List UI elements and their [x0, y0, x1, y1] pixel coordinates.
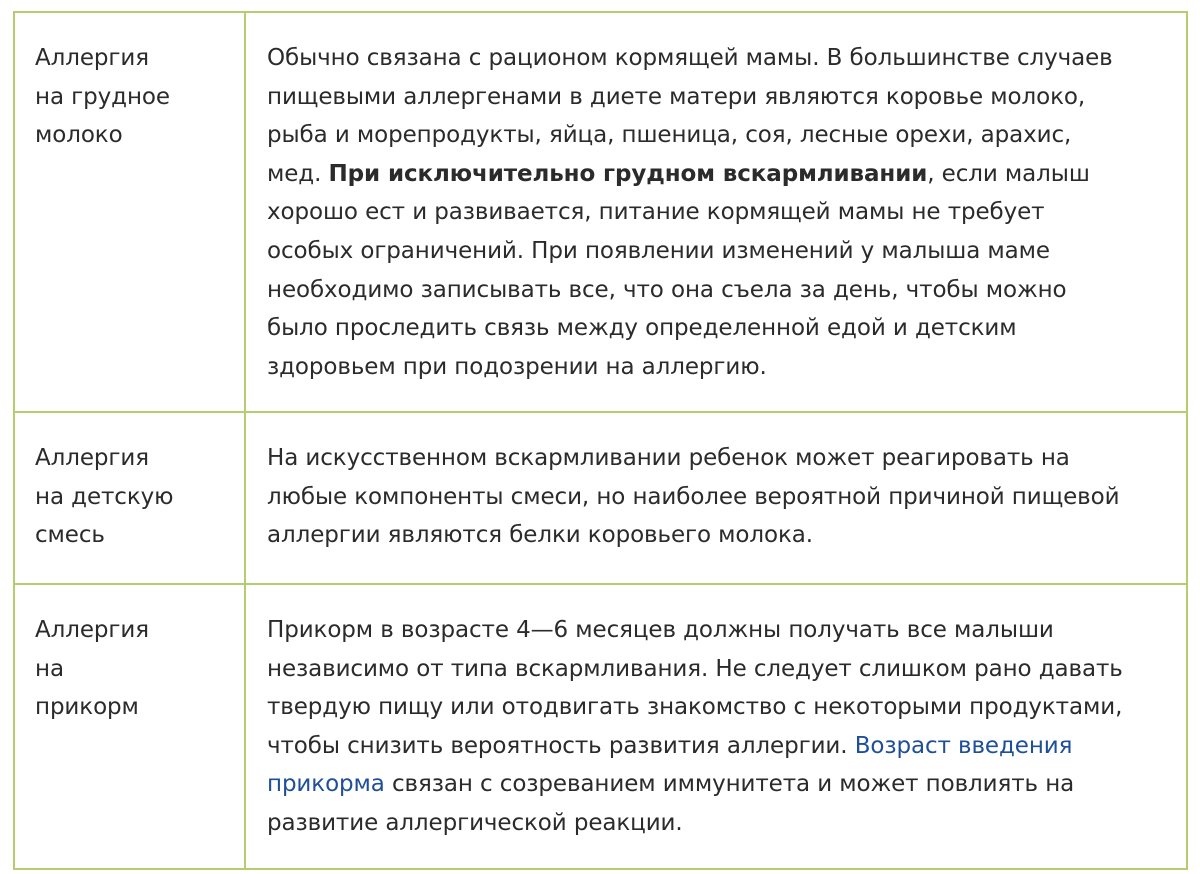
row-description-cell: [245, 584, 1187, 869]
description-text: , если малыш: [927, 160, 1090, 187]
description-line: Прикорм в возрасте 4—6 месяцев должны получать все малыши: [267, 617, 1054, 643]
description-line: На искусственном вскармливании ребенок может реагировать на: [267, 445, 1070, 471]
row-label-line: на грудное: [35, 83, 170, 110]
row-label-cell: [14, 584, 245, 869]
table-row-formula-allergy: [14, 412, 1187, 584]
row-label-line: на: [35, 655, 64, 682]
description-line: здоровьем при подозрении на аллергию.: [267, 353, 767, 380]
description-text: мед.: [267, 160, 329, 187]
description-text: связан с созреванием иммунитета и может повлиять на: [384, 771, 1075, 798]
description-line: хорошо ест и развивается, питание кормящей мамы не требует: [267, 199, 1045, 226]
description-line: рыба и морепродукты, яйца, пшеница, соя, лесные орехи, арахис,: [267, 122, 1072, 149]
table-row-breastmilk-allergy: [14, 12, 1187, 412]
description-text: чтобы снизить вероятность развития аллергии.: [267, 732, 855, 759]
description-line: [267, 727, 1166, 766]
description-line: твердую пищу или отодвигать знакомство с некоторыми продуктами,: [267, 694, 1123, 721]
description-line: [267, 155, 1166, 194]
table-row-complementary-food-allergy: [14, 584, 1187, 869]
row-label-line: на детскую: [35, 483, 174, 510]
row-label-cell: [14, 412, 245, 584]
row-description-cell: [245, 12, 1187, 412]
allergy-info-table: [13, 11, 1188, 870]
description-line: развитие аллергической реакции.: [267, 809, 683, 836]
row-label-line: смесь: [35, 522, 105, 549]
row-label-line: молоко: [35, 122, 123, 149]
description-line: аллергии являются белки коровьего молока.: [267, 522, 813, 549]
row-label-cell: [14, 12, 245, 412]
description-line: [267, 765, 1166, 804]
row-label-line: Аллергия: [35, 617, 149, 643]
description-line: Обычно связана с рационом кормящей мамы. В большинстве случаев: [267, 45, 1113, 71]
description-line: независимо от типа вскармливания. Не следует слишком рано давать: [267, 655, 1123, 682]
row-label-line: прикорм: [35, 694, 139, 721]
description-line: особых ограничений. При появлении изменений у малыша маме: [267, 237, 1050, 264]
complementary-feeding-age-link[interactable]: прикорма: [267, 771, 385, 798]
row-label-line: Аллергия: [35, 45, 149, 71]
row-description-cell: [245, 412, 1187, 584]
bold-emphasis-text: При исключительно грудном вскармливании: [328, 160, 928, 187]
description-line: необходимо записывать все, что она съела за день, чтобы можно: [267, 276, 1067, 303]
description-line: пищевыми аллергенами в диете матери являются коровье молоко,: [267, 83, 1086, 110]
row-label-line: Аллергия: [35, 445, 149, 471]
description-line: было проследить связь между определенной едой и детским: [267, 315, 1017, 342]
complementary-feeding-age-link[interactable]: Возраст введения: [854, 732, 1073, 759]
description-line: любые компоненты смеси, но наиболее вероятной причиной пищевой: [267, 483, 1120, 510]
